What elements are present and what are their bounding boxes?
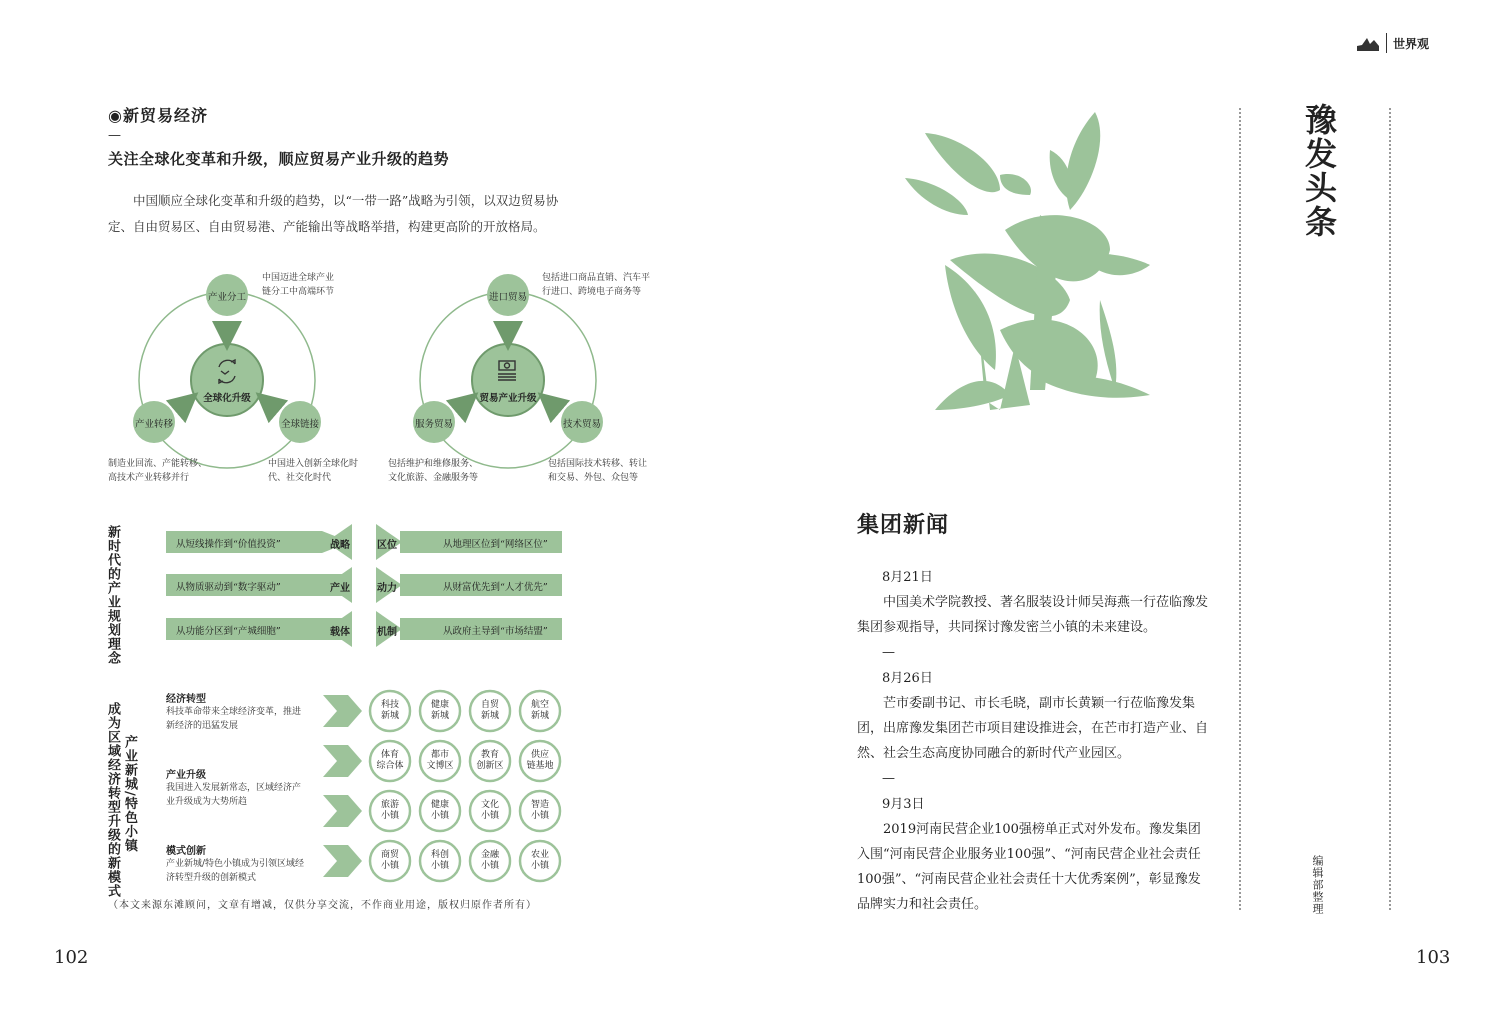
town-grid-cell: 教育 创新区: [476, 750, 504, 771]
column-title: 豫发头条: [1300, 103, 1338, 239]
cycle1-left-label: 产业转移: [134, 419, 173, 430]
logo-icon: [1357, 38, 1379, 51]
town-grid-cell: 供应 链基地: [526, 750, 554, 771]
cycle2-right-note: 包括国际技术转移、转让 和交易、外包、众包等: [548, 459, 648, 483]
news-date: 8月21日: [882, 570, 933, 585]
cycle2-top-note: 包括进口商品直销、汽车平 行进口、跨境电子商务等: [542, 273, 651, 297]
town-grid-cell: 旅游 小镇: [380, 800, 399, 821]
cycle1-right-label: 全球链接: [280, 419, 319, 430]
concept-row3-left-tag: 载体: [330, 627, 350, 638]
town-block2-title: 产业升级: [166, 770, 206, 781]
news-body: 芒市委副书记、市长毛晓，副市长黄颖一行莅临豫发集团，出席豫发集团芒市项目建设推进会，在芒市打造产业、自然、社会生态高度协同融合的新时代产业园区。: [857, 696, 1209, 761]
town-grid-cell: 文化 小镇: [480, 800, 499, 821]
town-grid-cell: 都市 文博区: [426, 750, 454, 771]
news-separator: —: [882, 771, 895, 786]
town-grid-cell: 健康 小镇: [430, 800, 449, 821]
news-body: 中国美术学院教授、著名服装设计师吴海燕一行莅临豫发集团参观指导，共同探讨豫发密兰小镇的未来建设。: [857, 595, 1209, 635]
concept-row3-right-tag: 机制: [377, 627, 397, 638]
news-date: 9月3日: [882, 797, 925, 812]
town-block3-title: 模式创新: [166, 846, 206, 857]
news-item: [857, 792, 1209, 917]
cycle2-right-label: 技术贸易: [562, 419, 601, 430]
town-block1-title: 经济转型: [166, 694, 206, 705]
concept-row1-right-text: 从地理区位到“网络区位”: [443, 539, 548, 550]
town-grid-cell: 智造 小镇: [530, 800, 549, 821]
concept-row1-left-tag: 战略: [330, 540, 350, 551]
intro-paragraph: 中国顺应全球化变革和升级的趋势，以“一带一路”战略为引领，以双边贸易协定、自由贸易区、自由贸易港、产能输出等战略举措，构建更高阶的开放格局。: [108, 193, 559, 234]
news-heading: 集团新闻: [857, 512, 950, 538]
section-title: ◉新贸易经济: [108, 106, 208, 125]
cycle-diagram-trade: [413, 274, 603, 468]
town-grid-cell: 商贸 小镇: [380, 850, 399, 871]
cycle1-left-note: 制造业回流、产能转移、 高技术产业转移并行: [108, 459, 208, 483]
source-note: （本文来源东滩顾问，文章有增减，仅供分享交流，不作商业用途，版权归原作者所有）: [108, 900, 537, 911]
concept-row2-left-tag: 产业: [330, 583, 350, 594]
town-grid-cell: 自贸 新城: [480, 700, 499, 721]
concept-row1-right-tag: 区位: [377, 540, 397, 551]
town-grid-cell: 科创 小镇: [430, 850, 449, 871]
news-separator: —: [882, 645, 895, 660]
cycle2-center-label: 贸易产业升级: [479, 393, 537, 404]
cycle2-top-label: 进口贸易: [488, 292, 527, 303]
header-separator: [1386, 33, 1387, 53]
town-grid-cell: 航空 新城: [530, 700, 549, 721]
page-number-left: 102: [54, 947, 89, 968]
concept-vertical-title: 新时代的产业规划理念: [105, 525, 120, 665]
cycle2-left-label: 服务贸易: [414, 419, 453, 430]
news-date: 8月26日: [882, 671, 933, 686]
town-vertical-title-1: 成为区域经济转型升级的新模式: [105, 702, 120, 898]
concept-row3-right-text: 从政府主导到“市场结盟”: [443, 626, 548, 637]
news-body: 2019河南民营企业100强榜单正式对外发布。豫发集团入围“河南民营企业服务业100强”、“河南民营企业社会责任100强”、“河南民营企业社会责任十大优秀案例”，彰显豫发品牌实力和社会责任。: [857, 822, 1201, 912]
cycle1-right-note: 中国进入创新全球化时 代、社交化时代: [268, 459, 359, 483]
column-rule-left: [1239, 108, 1241, 910]
town-grid-cell: 金融 小镇: [480, 850, 499, 871]
town-grid-cell: 科技 新城: [380, 700, 399, 721]
cycle1-top-note: 中国迈进全球产业 链分工中高端环节: [262, 273, 335, 297]
concept-row3-left-text: 从功能分区到“产城细胞”: [176, 626, 281, 637]
concept-row2-right-text: 从财富优先到“人才优先”: [443, 582, 548, 593]
town-vertical-title-2: 产业新城/特色小镇: [122, 735, 137, 853]
cycle1-top-label: 产业分工: [207, 292, 246, 303]
concept-row2-left-text: 从物质驱动到“数字驱动”: [176, 582, 281, 593]
papercut-plant-icon: [905, 112, 1150, 410]
editor-note: 编辑部整理: [1311, 855, 1324, 915]
concept-row1-left-text: 从短线操作到“价值投资”: [176, 539, 281, 550]
cycle2-left-note: 包括维护和维修服务、 文化旅游、金融服务等: [388, 459, 479, 483]
town-block3-desc: 产业新城/特色小镇成为引领区域经济转型升级的创新模式: [166, 859, 305, 883]
cycle1-center-label: 全球化升级: [203, 393, 251, 404]
town-grid-cell: 体育 综合体: [376, 750, 404, 771]
page-number-right: 103: [1416, 947, 1451, 968]
town-chevrons: [323, 695, 362, 877]
town-grid-cell: 健康 新城: [430, 700, 449, 721]
section-subtitle: 关注全球化变革和升级，顺应贸易产业升级的趋势: [108, 150, 450, 168]
news-item: [857, 565, 1209, 665]
column-rule-right: [1389, 108, 1391, 910]
cycle-diagram-globalization: [133, 274, 321, 468]
concept-row2-right-tag: 动力: [377, 583, 397, 594]
news-item: [857, 666, 1209, 791]
town-grid-cell: 农业 小镇: [530, 850, 549, 871]
town-block1-desc: 科技革命带来全球经济变革，推进新经济的迅猛发展: [166, 707, 302, 731]
header-section-label: 世界观: [1393, 37, 1430, 51]
town-block2-desc: 我国进入发展新常态，区域经济产业升级成为大势所趋: [166, 783, 302, 807]
title-dash: —: [108, 128, 121, 143]
